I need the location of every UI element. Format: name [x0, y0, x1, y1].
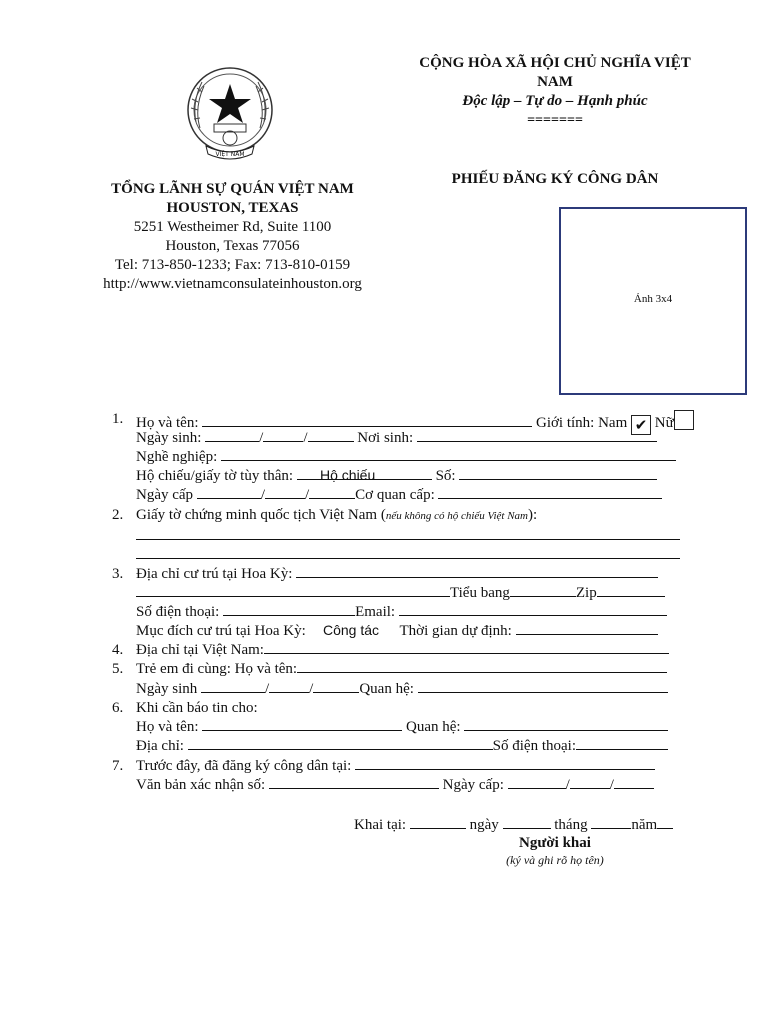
photo-label: Ảnh 3x4 — [633, 293, 673, 305]
birthplace-field[interactable] — [417, 429, 657, 442]
duration-label: Thời gian dự định: — [399, 623, 512, 639]
consulate-info — [85, 180, 380, 294]
previous-registration-label: Trước đây, đã đăng ký công dân tại: — [136, 758, 352, 774]
emergency-name-row — [136, 718, 668, 736]
children-dob-label: Ngày sinh — [136, 681, 198, 697]
slash: / — [259, 430, 264, 446]
gender-label: Giới tính: Nam — [535, 415, 628, 431]
dob-year-field[interactable] — [308, 429, 354, 442]
item-number-2: 2. — [112, 507, 124, 523]
children-row — [136, 660, 667, 678]
us-address-field[interactable] — [296, 565, 658, 578]
occupation-label: Nghề nghiệp: — [136, 449, 218, 465]
certificate-number-label: Văn bản xác nhận số: — [136, 777, 266, 793]
duration-field[interactable] — [516, 622, 658, 635]
emergency-phone-label: Số điện thoại: — [492, 738, 576, 754]
state-zip-row — [136, 584, 665, 602]
month-label: tháng — [554, 817, 588, 833]
issuer-field[interactable] — [438, 486, 662, 499]
dob-label: Ngày sinh: — [136, 430, 202, 446]
us-address-label: Địa chỉ cư trú tại Hoa Kỳ: — [136, 566, 293, 582]
zip-field[interactable] — [597, 584, 665, 597]
children-label: Trẻ em đi cùng: Họ và tên: — [136, 661, 298, 677]
certificate-day-field[interactable] — [508, 776, 566, 789]
phone-field[interactable] — [223, 603, 355, 616]
slash: / — [260, 487, 265, 503]
purpose-label: Mục đích cư trú tại Hoa Kỳ: — [136, 623, 306, 639]
item-number-6: 6. — [112, 700, 124, 716]
item-number-5: 5. — [112, 661, 124, 677]
emergency-relation-field[interactable] — [464, 718, 668, 731]
issue-date-label: Ngày cấp — [136, 487, 194, 503]
item-number-4: 4. — [112, 642, 124, 658]
slash: / — [609, 777, 614, 793]
year-field[interactable] — [657, 816, 673, 829]
citizenship-proof-label: Giấy tờ chứng minh quốc tịch Việt Nam ( — [136, 507, 386, 523]
slash: / — [303, 430, 308, 446]
certificate-row — [136, 776, 654, 794]
emergency-name-field[interactable] — [202, 718, 402, 731]
id-doc-row — [136, 467, 657, 485]
day-label: ngày — [469, 817, 499, 833]
purpose-row — [136, 622, 658, 640]
emergency-address-field[interactable] — [188, 737, 493, 750]
consulate-address-1: 5251 Westheimer Rd, Suite 1100 — [133, 219, 332, 235]
consulate-website[interactable]: http://www.vietnamconsulateinhouston.org — [103, 276, 362, 292]
slash: / — [565, 777, 570, 793]
children-relation-label: Quan hệ: — [359, 681, 414, 697]
emergency-relation-label: Quan hệ: — [405, 719, 461, 735]
declarant-title: Người khai — [519, 835, 591, 851]
checkmark-icon: ✔ — [634, 416, 648, 434]
slash: / — [309, 681, 314, 697]
signature-instruction: (ký và ghi rõ họ tên) — [506, 853, 604, 867]
citizenship-proof-line-1[interactable] — [136, 539, 680, 540]
certificate-date-label: Ngày cấp: — [442, 777, 504, 793]
state-label: Tiểu bang — [450, 585, 510, 601]
emergency-address-row — [136, 737, 668, 755]
form-title: PHIẾU ĐĂNG KÝ CÔNG DÂN — [451, 171, 659, 187]
dob-row — [136, 429, 657, 447]
children-relation-field[interactable] — [418, 680, 668, 693]
nation-line-1: CỘNG HÒA XÃ HỘI CHỦ NGHĨA VIỆT — [419, 55, 691, 71]
emergency-contact-row — [136, 699, 258, 717]
consulate-address-2: Houston, Texas 77056 — [165, 238, 300, 254]
item-number-1: 1. — [112, 411, 124, 427]
month-field[interactable] — [591, 816, 631, 829]
name-field[interactable] — [202, 414, 532, 427]
item-number-3: 3. — [112, 566, 124, 582]
consulate-name: TỔNG LÃNH SỰ QUÁN VIỆT NAM — [111, 181, 354, 197]
photo-box[interactable] — [559, 207, 747, 395]
consulate-phone: Tel: 713-850-1233; Fax: 713-810-0159 — [114, 257, 351, 273]
us-address-row — [136, 565, 658, 583]
issue-date-row — [136, 486, 662, 504]
issuer-label: Cơ quan cấp: — [355, 487, 435, 503]
female-checkbox[interactable] — [674, 410, 694, 430]
id-number-label: Số: — [435, 468, 456, 484]
consulate-city: HOUSTON, TEXAS — [166, 200, 299, 216]
vn-address-field[interactable] — [264, 641, 669, 654]
year-label: năm — [631, 817, 658, 833]
emergency-name-label: Họ và tên: — [136, 719, 199, 735]
female-label: Nữ — [654, 415, 674, 431]
email-label: Email: — [355, 604, 396, 620]
svg-text:VIỆT NAM: VIỆT NAM — [215, 151, 245, 158]
declared-at-field[interactable] — [410, 816, 466, 829]
email-field[interactable] — [399, 603, 667, 616]
zip-label: Zip — [575, 585, 597, 601]
item-number-7: 7. — [112, 758, 124, 774]
day-field[interactable] — [503, 816, 551, 829]
vn-address-row — [136, 641, 669, 659]
vn-address-label: Địa chỉ tại Việt Nam: — [136, 642, 264, 658]
purpose-value: Công tác — [323, 622, 380, 638]
previous-registration-row — [136, 757, 655, 775]
state-field[interactable] — [510, 584, 576, 597]
motto: Độc lập – Tự do – Hạnh phúc — [462, 93, 648, 109]
slash: / — [265, 681, 270, 697]
dob-day-field[interactable] — [205, 429, 259, 442]
dob-month-field[interactable] — [263, 429, 303, 442]
citizenship-proof-line-2[interactable] — [136, 558, 680, 559]
certificate-number-field[interactable] — [269, 776, 439, 789]
nation-line-2: NAM — [537, 74, 573, 90]
nation-name — [395, 54, 715, 92]
children-dob-day-field[interactable] — [201, 680, 265, 693]
phone-label: Số điện thoại: — [136, 604, 220, 620]
emergency-address-label: Địa chỉ: — [136, 738, 184, 754]
id-number-field[interactable] — [459, 467, 657, 480]
certificate-month-field[interactable] — [570, 776, 610, 789]
occupation-field[interactable] — [221, 448, 676, 461]
id-doc-label: Hộ chiếu/giấy tờ tùy thân: — [136, 468, 294, 484]
citizenship-proof-end: ): — [528, 507, 538, 523]
issue-year-field[interactable] — [309, 486, 355, 499]
name-label: Họ và tên: — [136, 415, 199, 431]
occupation-row — [136, 448, 676, 466]
citizenship-proof-row — [136, 506, 537, 525]
citizenship-proof-note: nếu không có hộ chiếu Việt Nam — [385, 510, 528, 522]
us-address-field-2[interactable] — [136, 584, 450, 597]
previous-registration-field[interactable] — [355, 757, 655, 770]
children-name-field[interactable] — [297, 660, 667, 673]
issue-month-field[interactable] — [265, 486, 305, 499]
slash: / — [304, 487, 310, 503]
separator: ======= — [527, 113, 583, 128]
certificate-year-field[interactable] — [614, 776, 654, 789]
emergency-phone-field[interactable] — [576, 737, 668, 750]
birthplace-label: Nơi sinh: — [357, 430, 414, 446]
children-dob-row — [136, 680, 668, 698]
declared-at-label: Khai tại: — [354, 817, 407, 833]
id-doc-value: Hộ chiếu — [320, 467, 376, 483]
national-emblem — [180, 62, 280, 170]
issue-day-field[interactable] — [197, 486, 261, 499]
children-dob-month-field[interactable] — [269, 680, 309, 693]
emergency-contact-label: Khi cần báo tin cho: — [136, 700, 258, 716]
children-dob-year-field[interactable] — [313, 680, 359, 693]
declaration-place-date — [354, 816, 673, 834]
phone-email-row — [136, 603, 667, 621]
